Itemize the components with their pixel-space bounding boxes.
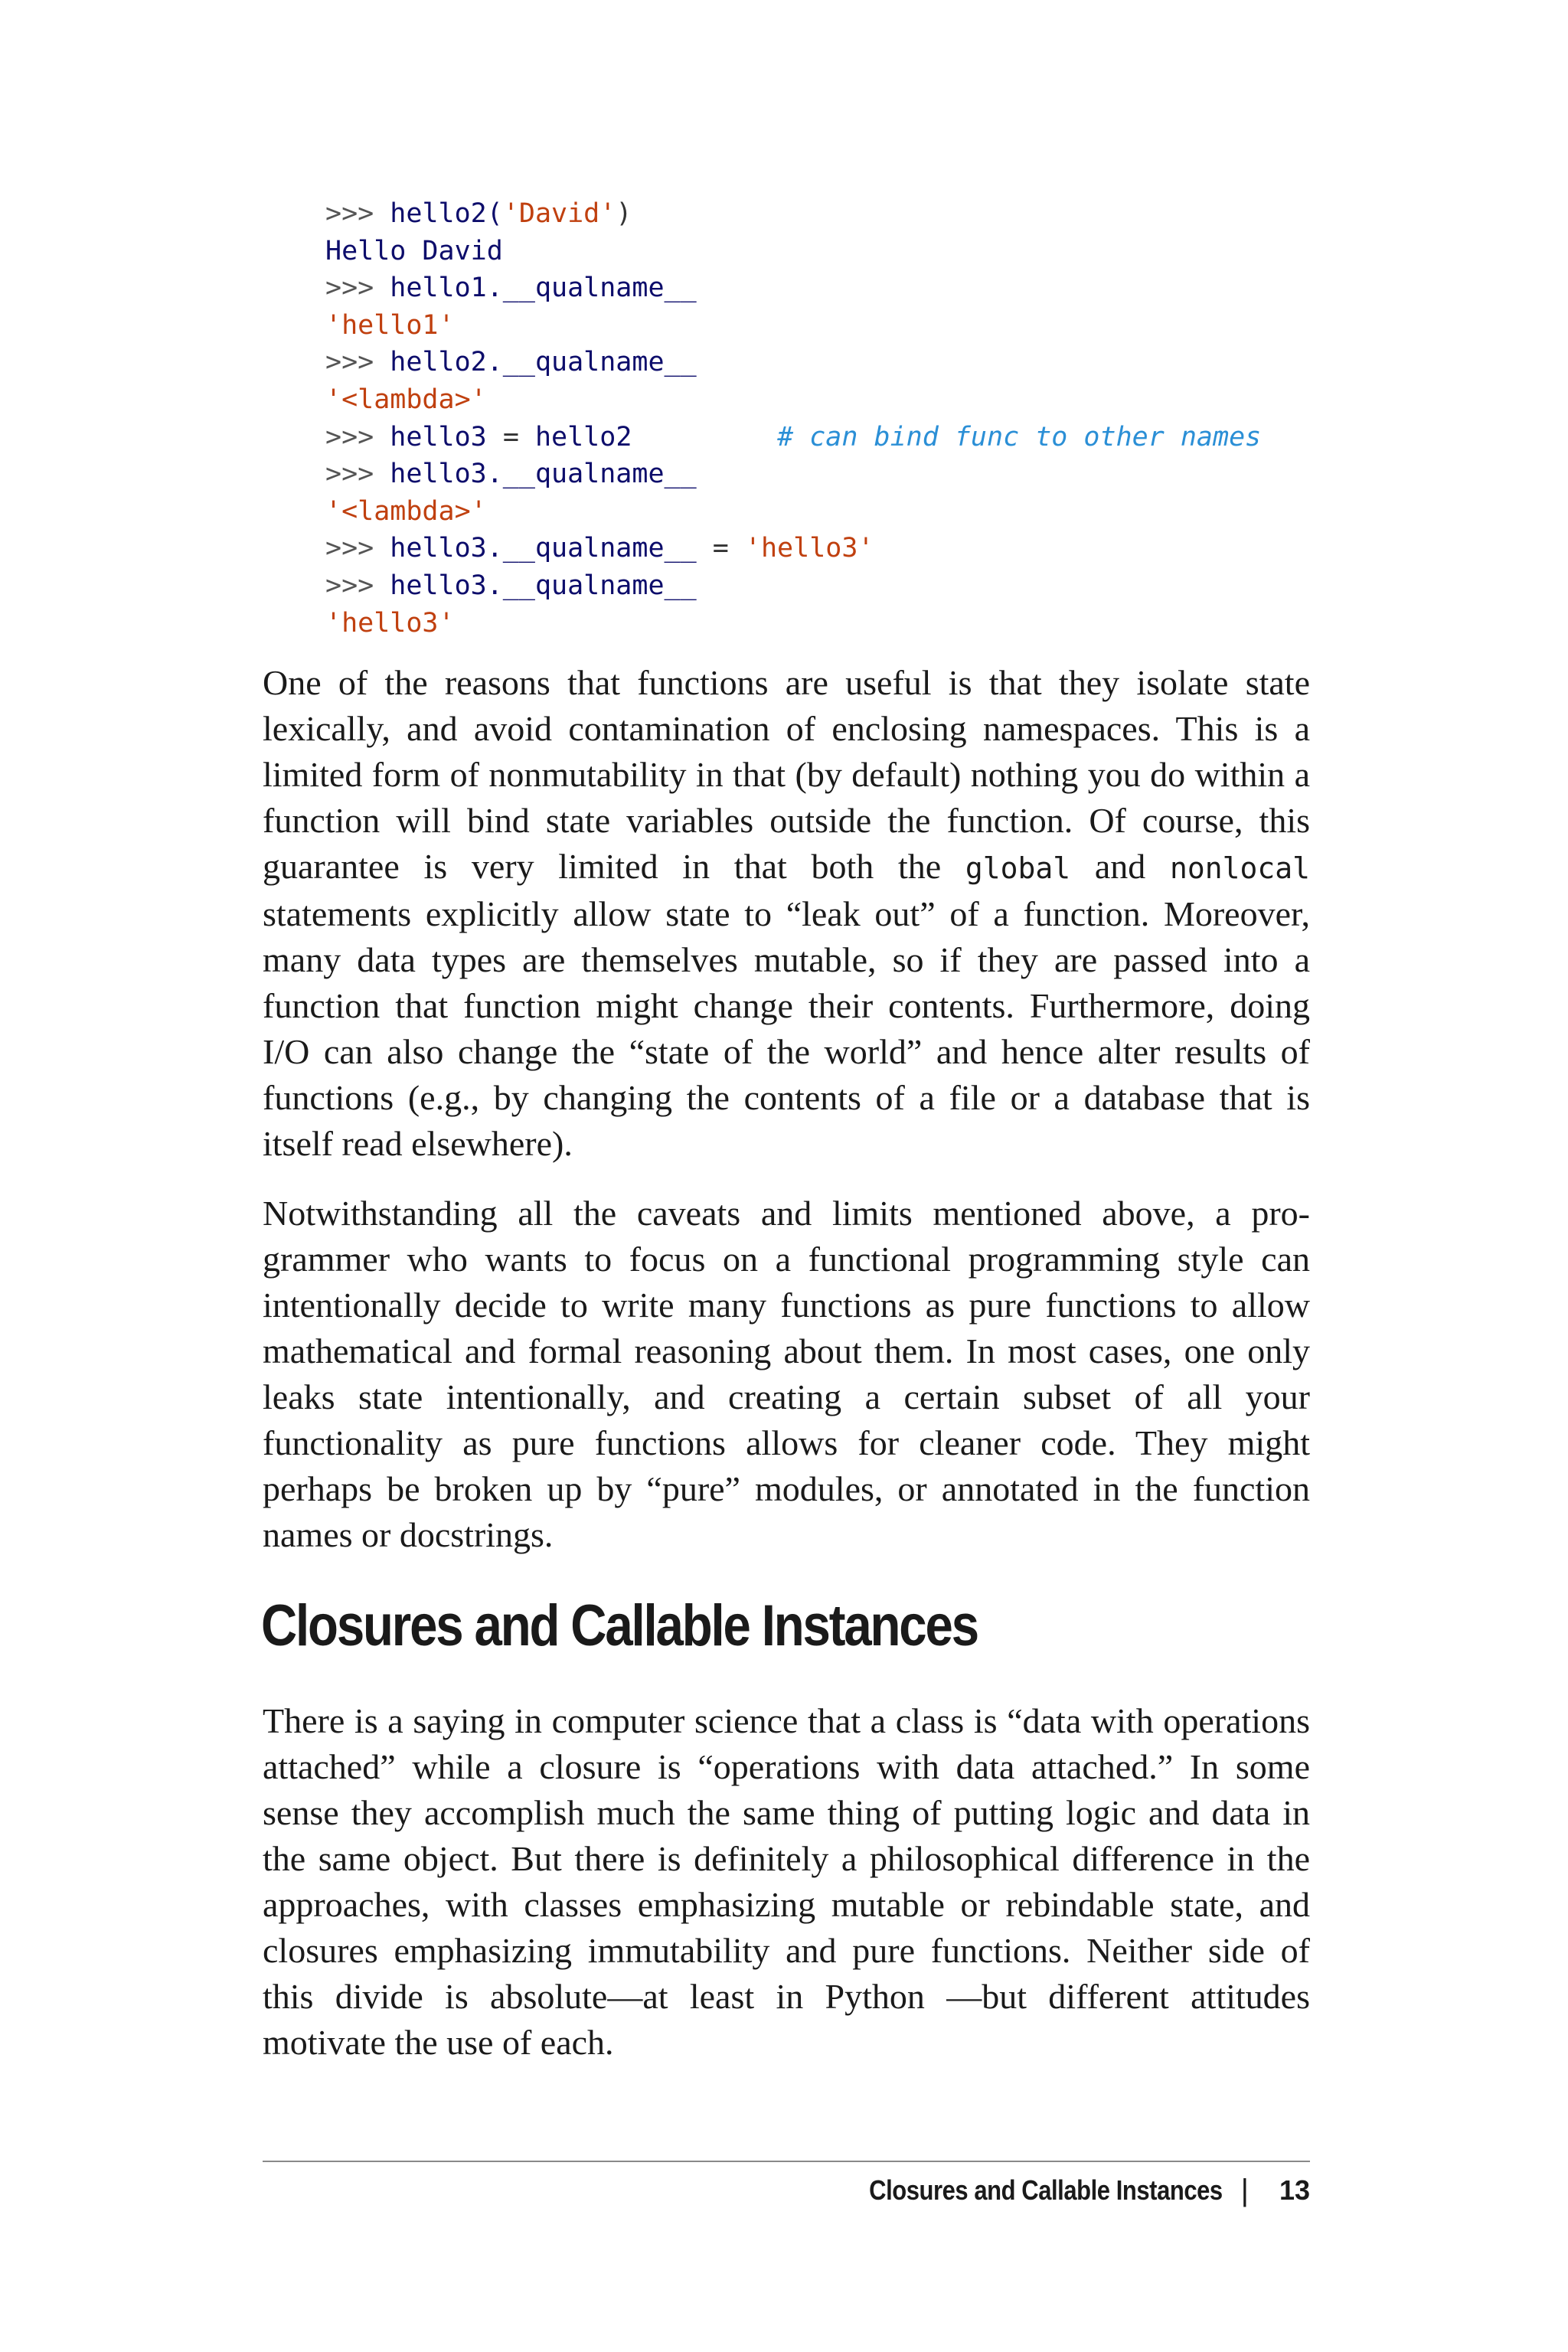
paragraph-state-isolation xyxy=(263,660,1310,1167)
code-value: hello2 xyxy=(534,421,632,452)
paragraph-pure-functions: Notwithstanding all the caveats and limits mentioned above, a programmer who wants to focus on a functional programming style can intentionally decide to write many functions as pure functions to allow mathematical and formal reasoning about them. In most cases, one only leaks state intentionally, and creating a certain subset of all your functionality as pure functions allows for cleaner code. They might perhaps be broken up by “pure” modules, or annotated in the function names or docstrings. xyxy=(263,1194,1310,1554)
paragraph-closures: There is a saying in computer science that a class is “data with operations attached” while a closure is “operations with data attached.” In some sense they accomplish much the same thing of putting logic and data in the same object. But there is definitely a philosophical difference in the approaches, with classes emphasizing mutable or rebindable state, and closures emphasizing immutability and pure functions. Neither side of this divide is absolute—at least in Python —but different attitudes motivate the use of each. xyxy=(263,1701,1310,2062)
repl-prompt: >>> xyxy=(325,421,374,452)
code-line xyxy=(325,381,1321,419)
code-line xyxy=(325,307,1321,345)
paragraph-text: One of the reasons that functions are useful is that they isolate state lexically, and avoid contamination of enclosing namespaces. This is a limited form of nonmutability in that (by default) nothing you do within a function will bind state variables outside the function. Of course, this guarantee is very limited in that both the xyxy=(263,663,1310,886)
code-result: '<lambda>' xyxy=(325,384,487,415)
page-number: 13 xyxy=(1279,2174,1310,2206)
inline-code-global: global xyxy=(965,851,1071,885)
code-line xyxy=(325,344,1321,381)
code-line xyxy=(325,233,1321,270)
code-line xyxy=(325,270,1321,307)
code-result: 'hello3' xyxy=(325,607,455,639)
code-target: hello3.__qualname__ xyxy=(390,533,697,564)
code-line xyxy=(325,195,1321,233)
code-operator: = xyxy=(712,533,729,564)
code-expression: hello3.__qualname__ xyxy=(390,459,697,490)
code-operator: = xyxy=(502,421,519,452)
running-footer xyxy=(812,2171,1310,2210)
code-line xyxy=(325,456,1321,493)
code-expression: hello3.__qualname__ xyxy=(390,570,697,601)
section-heading: Closures and Callable Instances xyxy=(261,1593,978,1658)
repl-prompt: >>> xyxy=(325,459,374,490)
code-string: 'hello3' xyxy=(744,533,874,564)
code-expression: hello1.__qualname__ xyxy=(390,273,697,304)
code-target: hello3 xyxy=(390,421,487,452)
footer-divider xyxy=(263,2161,1310,2162)
code-comment: # can bind func to other names xyxy=(777,421,1262,452)
repl-prompt: >>> xyxy=(325,533,374,564)
repl-prompt: >>> xyxy=(325,347,374,378)
code-line xyxy=(325,493,1321,531)
paragraph-text: and xyxy=(1094,847,1146,886)
code-line xyxy=(325,419,1321,456)
paragraph-text: statements explicitly allow state to “leak out” of a function. Moreover, many data types are themselves mutable, so if they are passed into a function that function might change their contents. Furthermore, doing I/O can also change the “state of the world” and hence alter results of functions (e.g., by changing the contents of a file or a database that is itself read elsewhere). xyxy=(263,894,1310,1163)
code-result: 'hello1' xyxy=(325,309,455,341)
footer-section-title: Closures and Callable Instances xyxy=(868,2174,1223,2206)
code-paren: ) xyxy=(616,198,632,229)
code-output: Hello David xyxy=(325,235,503,266)
code-line xyxy=(325,530,1321,567)
code-listing xyxy=(325,195,1321,642)
code-expression: hello2.__qualname__ xyxy=(390,347,697,378)
inline-code-nonlocal: nonlocal xyxy=(1169,851,1310,885)
repl-prompt: >>> xyxy=(325,570,374,601)
code-call: hello2( xyxy=(390,198,503,229)
footer-separator: | xyxy=(1240,2173,1249,2207)
code-result: '<lambda>' xyxy=(325,495,487,527)
code-line xyxy=(325,567,1321,605)
repl-prompt: >>> xyxy=(325,198,374,229)
code-line xyxy=(325,605,1321,642)
code-string: 'David' xyxy=(502,198,616,229)
repl-prompt: >>> xyxy=(325,273,374,304)
